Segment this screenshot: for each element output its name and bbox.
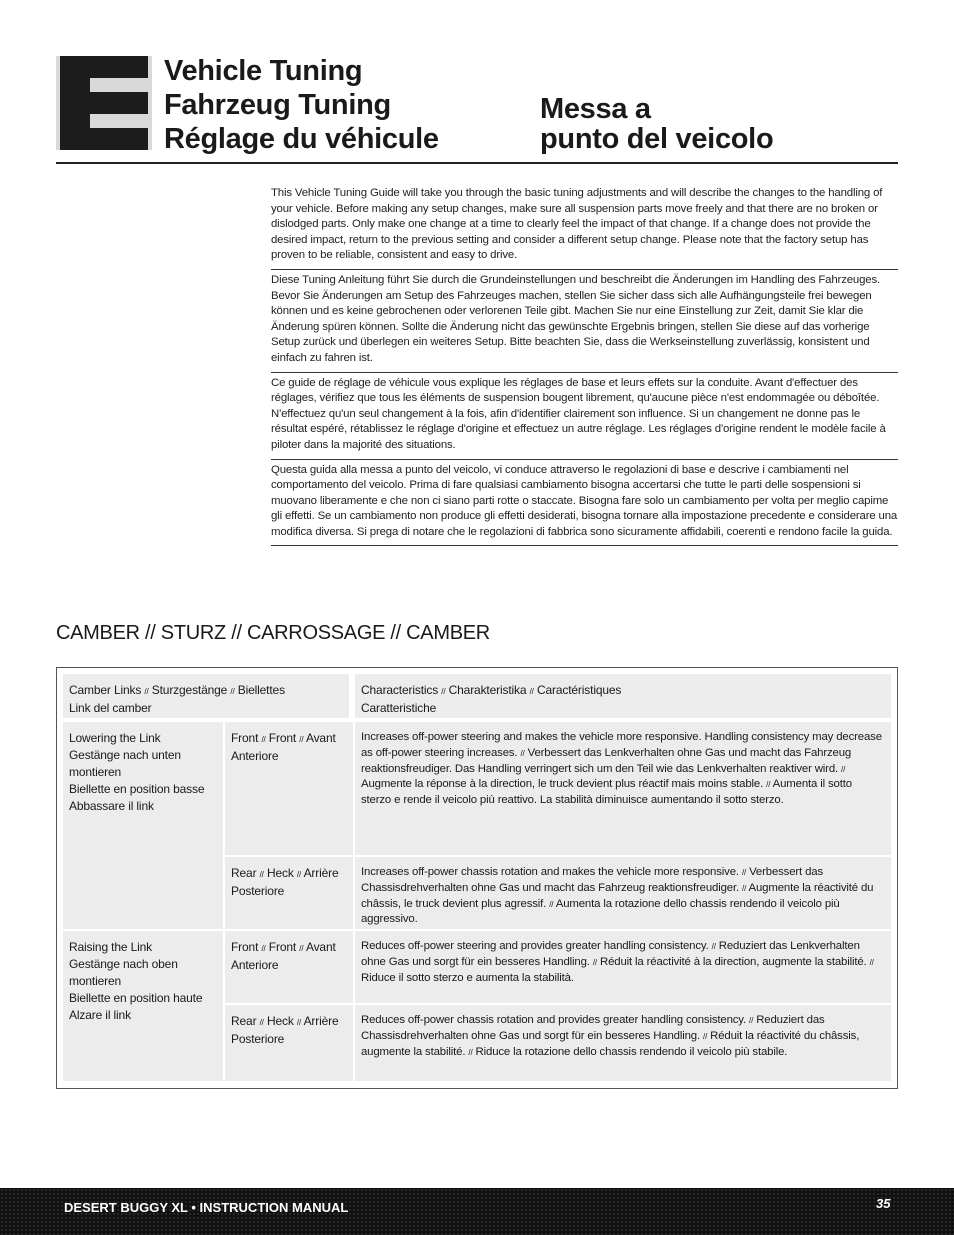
front-en: Front bbox=[231, 731, 259, 745]
raising-rear-label bbox=[225, 1005, 353, 1081]
lowering-fr: Biellette en position basse bbox=[69, 782, 205, 796]
lowering-de: Gestänge nach unten montieren bbox=[69, 748, 181, 779]
rear-it: Posteriore bbox=[231, 1032, 285, 1046]
page-title bbox=[164, 54, 439, 156]
header-char-de: Charakteristika bbox=[448, 683, 527, 697]
header-links-en: Camber Links bbox=[69, 683, 142, 697]
lowering-en: Lowering the Link bbox=[69, 731, 161, 745]
desc-de: Verbessert das Lenkverhalten ohne Gas und macht das Fahrzeug reaktionsfreudiger. Das Handling verringert sich um den Teil wie das Lenkverhalten reaktiver wird. bbox=[361, 746, 852, 775]
desc-fr: Augmente la réactivité du châssis, le truck devient plus agressif. bbox=[361, 881, 874, 910]
separator: // bbox=[299, 944, 304, 953]
letter-e-cutout-bottom bbox=[90, 114, 152, 128]
header-char-fr: Caractéristiques bbox=[536, 683, 622, 697]
header-char-it: Caratteristiche bbox=[361, 701, 437, 715]
desc-en: Increases off-power steering and makes the vehicle more responsive. Handling consistency may decrease as off-power steering increases. bbox=[361, 731, 882, 759]
title-de: Fahrzeug Tuning bbox=[164, 89, 391, 121]
separator: // bbox=[261, 735, 266, 744]
separator: // bbox=[529, 687, 534, 696]
camber-table bbox=[56, 667, 898, 1089]
raising-fr: Biellette en position haute bbox=[69, 991, 203, 1005]
separator: // bbox=[296, 1018, 302, 1027]
desc-de: Verbessert das Chassisdrehverhalten ohne Gas und macht das Fahrzeug reaktionsfreudiger. bbox=[361, 866, 823, 894]
separator: // bbox=[261, 944, 266, 953]
separator: // bbox=[741, 868, 747, 877]
separator: // bbox=[869, 957, 874, 967]
front-en: Front bbox=[231, 940, 259, 954]
desc-fr: Réduit la réactivité du châssis, augmente la stabilité. bbox=[361, 1029, 860, 1058]
table-header-links bbox=[63, 674, 349, 718]
separator: // bbox=[259, 870, 264, 879]
separator: // bbox=[441, 687, 446, 696]
rear-it: Posteriore bbox=[231, 884, 285, 898]
desc-it: Aumenta il sotto sterzo e rende il veicolo più reattivo. La stabilità diminuisce aumentando il sotto sterzo. bbox=[361, 778, 852, 807]
raising-front-description bbox=[355, 931, 891, 1003]
desc-en: Reduces off-power chassis rotation and provides greater handling consistency. bbox=[361, 1014, 747, 1026]
table-header-characteristics bbox=[355, 674, 891, 718]
desc-en: Reduces off-power steering and provides greater handling consistency. bbox=[361, 940, 709, 952]
desc-en: Increases off-power chassis rotation and makes the vehicle more responsive. bbox=[361, 866, 739, 878]
raising-it: Alzare il link bbox=[69, 1008, 131, 1022]
header-divider bbox=[56, 162, 898, 164]
front-fr: Avant bbox=[305, 940, 336, 954]
section-letter-e bbox=[60, 56, 148, 150]
camber-heading: CAMBER // STURZ // CARROSSAGE // CAMBER bbox=[56, 622, 490, 644]
page-title-italian bbox=[540, 94, 773, 154]
desc-fr: Réduit la réactivité à la direction, augmente la stabilité. bbox=[600, 955, 867, 968]
header-links-fr: Biellettes bbox=[237, 683, 285, 697]
lowering-front-label bbox=[225, 722, 353, 855]
front-it: Anteriore bbox=[231, 958, 279, 972]
rear-de: Heck bbox=[266, 1014, 294, 1028]
lowering-it: Abbassare il link bbox=[69, 799, 154, 813]
desc-it: Riduce la rotazione dello chassis rendendo il veicolo più stabile. bbox=[475, 1045, 788, 1058]
separator: // bbox=[703, 1031, 708, 1041]
intro-french: Ce guide de réglage de véhicule vous explique les réglages de base et leurs effets sur la conduite. Avant d'effectuer des réglages, vérifiez que tous les éléments de suspension bougent librement, qu'aucune pièce n'est endommagée ou déboîtée. N'effectuez qu'un seul changement à la fois, afin d'identifier clairement son influence. Si un changement ne donne pas le résultat espéré, rétablissez le réglage d'origine et effectuez un autre réglage. Les réglages d'origine rendent le modèle facile à piloter dans la majorité des situations. bbox=[271, 373, 898, 460]
rear-fr: Arrière bbox=[303, 866, 339, 880]
intro-italian: Questa guida alla messa a punto del veicolo, vi conduce attraverso le regolazioni di base e descrive i cambiamenti nel comportamento del veicolo. Prima di fare qualsiasi cambiamento bisogna accertarsi che tutte le parti delle sospensioni si muovano liberamente e che non ci siano parti rotte o staccate. Bisogna fare solo un cambiamento per volta per meglio capime gli effetti. Se un cambiamento non produce gli effetti desiderati, bisogna tornare alla impostazione precedente e considerare una modifica diversa. Si prega di notare che le regolazioni di fabbrica sono sicuramente affidabili, coerenti e rendono facile la guida. bbox=[271, 460, 898, 547]
desc-de: Reduziert das Chassisdrehverhalten ohne Gas und sorgt für ein besseres Handling. bbox=[361, 1014, 825, 1042]
separator: // bbox=[841, 764, 846, 774]
separator: // bbox=[749, 1016, 754, 1025]
raising-en: Raising the Link bbox=[69, 940, 152, 954]
front-fr: Avant bbox=[305, 731, 336, 745]
raising-front-label bbox=[225, 931, 353, 1003]
lowering-front-description bbox=[355, 722, 891, 855]
title-it-line2: punto del veicolo bbox=[540, 123, 774, 155]
section-letter-badge bbox=[56, 56, 152, 150]
intro-english: This Vehicle Tuning Guide will take you through the basic tuning adjustments and will describe the changes to the handling of your vehicle. Before making any setup changes, make sure all suspension parts move freely and that there are no broken or dislodged parts. Only make one change at a time to clearly feel the impact of that change. If a change does not provide the desired impact, return to the previous setting and consider a different setup change. Please note that the factory setup has proven to be reliable, consistent and easy to drive. bbox=[271, 186, 898, 270]
raising-de: Gestänge nach oben montieren bbox=[69, 957, 178, 988]
rear-en: Rear bbox=[231, 866, 257, 880]
title-en: Vehicle Tuning bbox=[164, 55, 363, 87]
desc-it: Aumenta la rotazione dello chassis rendendo il veicolo più aggressivo. bbox=[361, 897, 840, 926]
page-number: 35 bbox=[876, 1196, 891, 1211]
separator: // bbox=[742, 883, 747, 893]
separator: // bbox=[766, 780, 771, 790]
rear-de: Heck bbox=[266, 866, 294, 880]
raising-link-label bbox=[63, 931, 223, 1081]
rear-fr: Arrière bbox=[303, 1014, 339, 1028]
header-links-it: Link del camber bbox=[69, 701, 152, 715]
separator: // bbox=[592, 957, 597, 967]
title-fr: Réglage du véhicule bbox=[164, 123, 439, 155]
lowering-rear-label bbox=[225, 857, 353, 929]
separator: // bbox=[230, 687, 235, 696]
raising-rear-description bbox=[355, 1005, 891, 1081]
lowering-link-label bbox=[63, 722, 223, 929]
header-links-de: Sturzgestänge bbox=[151, 683, 228, 697]
letter-e-cutout-top bbox=[90, 78, 152, 92]
separator: // bbox=[549, 899, 554, 909]
separator: // bbox=[711, 942, 716, 951]
desc-fr: Augmente la réponse à la direction, le truck devient plus réactif mais moins stable. bbox=[361, 778, 764, 791]
separator: // bbox=[296, 870, 302, 879]
desc-de: Reduziert das Lenkverhalten ohne Gas und sorgt für ein besseres Handling. bbox=[361, 940, 860, 968]
title-it-line1: Messa a bbox=[540, 93, 651, 125]
intro-german: Diese Tuning Anleitung führt Sie durch die Grundeinstellungen und beschreibt die Änderungen im Handling des Fahrzeuges. Bevor Sie Änderungen am Setup des Fahrzeuges machen, stellen Sie sicher dass sich alle Aufhängungsteile frei bewegen können und es keine gebrochenen oder verlorenen Teile gibt. Machen Sie nur eine Einstellung zur Zeit, damit Sie klar die Änderung spüren können. Sollte die Änderung nicht das gewünschte Ergebnis bringen, stellen Sie diese auf das vorherige Setup zurück und überlegen ein weiteres Setup. Bitte beachten Sie, dass die Werkseinstellung zuverlässig, konsistent und einfach zu fahren ist. bbox=[271, 270, 898, 373]
front-de: Front bbox=[268, 731, 297, 745]
footer-manual-title: DESERT BUGGY XL • INSTRUCTION MANUAL bbox=[64, 1200, 349, 1215]
lowering-rear-description bbox=[355, 857, 891, 929]
front-it: Anteriore bbox=[231, 749, 279, 763]
separator: // bbox=[468, 1047, 473, 1057]
front-de: Front bbox=[268, 940, 297, 954]
header-char-en: Characteristics bbox=[361, 683, 439, 697]
desc-it: Riduce il sotto sterzo e aumenta la stabilità. bbox=[361, 971, 574, 984]
separator: // bbox=[144, 687, 149, 696]
separator: // bbox=[520, 748, 525, 758]
separator: // bbox=[299, 735, 304, 744]
separator: // bbox=[259, 1018, 264, 1027]
intro-section bbox=[271, 186, 898, 546]
rear-en: Rear bbox=[231, 1014, 257, 1028]
